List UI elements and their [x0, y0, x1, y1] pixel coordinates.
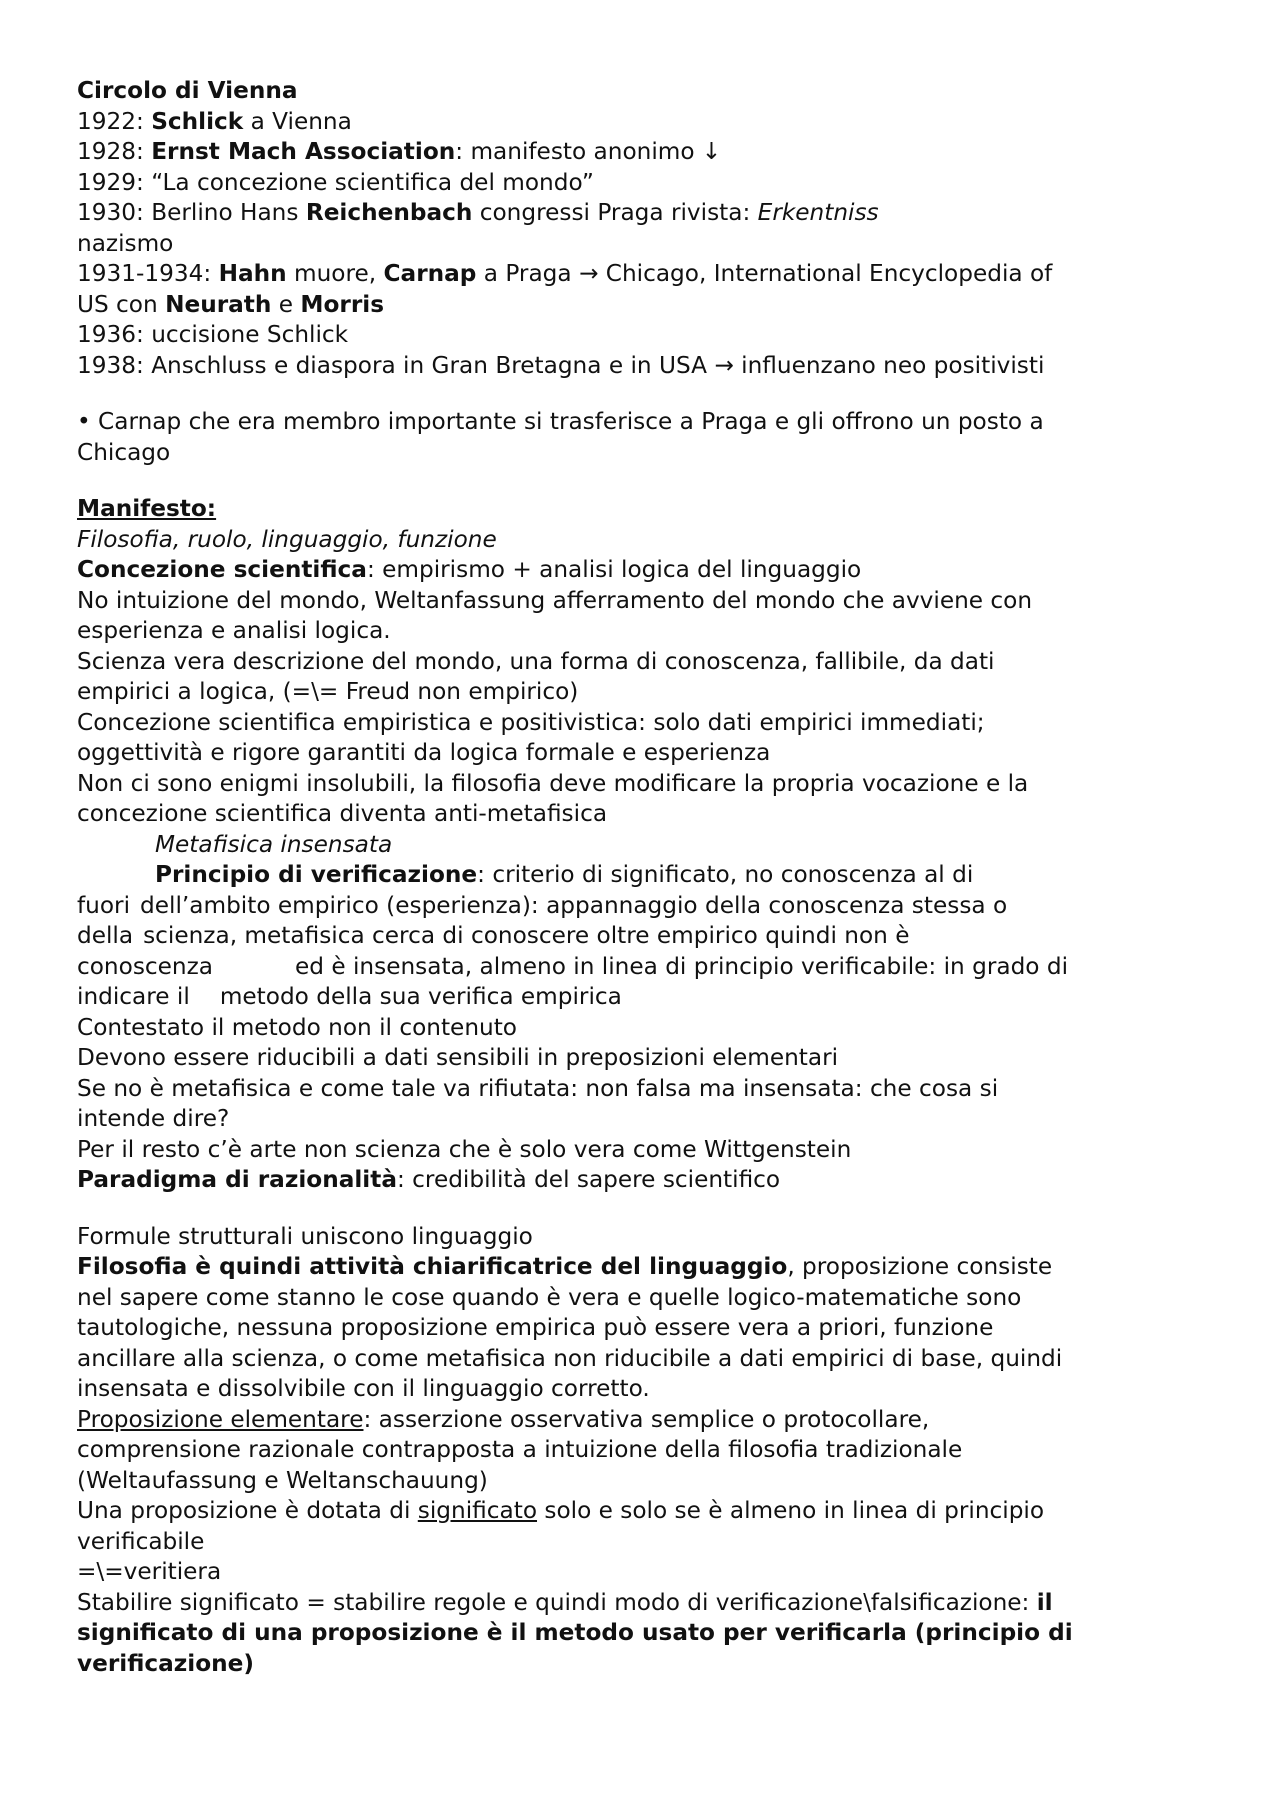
timeline-1928: 1928: Ernst Mach Association: manifesto anonimo ↓ [77, 138, 722, 165]
bold-conclusion-end: verificazione) [77, 1649, 255, 1677]
text-line: (Weltaufassung e Weltanschauung) [77, 1466, 488, 1494]
metafisica-insensata: Metafisica insensata [155, 830, 393, 858]
text-line: Non ci sono enigmi insolubili, la filosofia deve modificare la propria vocazione e la [77, 769, 1029, 797]
proposizione-elementare: Proposizione elementare: asserzione osservativa semplice o protocollare, [77, 1405, 930, 1433]
manifesto-heading: Manifesto: [77, 495, 217, 522]
principio-verificazione: Principio di verificazione: criterio di significato, no conoscenza al di [155, 861, 974, 888]
text-line: Se no è metafisica e come tale va rifiutata: non falsa ma insensata: che cosa si [77, 1074, 999, 1102]
document-page [77, 76, 1217, 1679]
bullet-carnap: • Carnap che era membro importante si trasferisce a Praga e gli offrono un posto a [77, 408, 1044, 435]
timeline-1929: 1929: “La concezione scientifica del mondo” [77, 168, 594, 196]
text-line: verificabile [77, 1527, 205, 1555]
text-line: indicare il metodo della sua verifica empirica [77, 983, 622, 1010]
text-line: Concezione scientifica empiristica e positivistica: solo dati empirici immediati; [77, 708, 985, 736]
text-line: =\=veritiera [77, 1558, 222, 1585]
bold-conclusion: significato di una proposizione è il metodo usato per verificarla (principio di [77, 1619, 1073, 1646]
text-line: intende dire? [77, 1105, 230, 1132]
text-line: conoscenza ed è insensata, almeno in linea di principio verificabile: in grado di [77, 952, 1069, 980]
text-line: tautologiche, nessuna proposizione empirica può essere vera a priori, funzione [77, 1314, 994, 1341]
text-line: Contestato il metodo non il contenuto [77, 1013, 517, 1041]
text-line: Scienza vera descrizione del mondo, una forma di conoscenza, fallibile, da dati [77, 647, 995, 675]
manifesto-subtitle: Filosofia, ruolo, linguaggio, funzione [77, 525, 497, 553]
text-line: ancillare alla scienza, o come metafisica non riducibile a dati empirici di base, quindi [77, 1344, 1063, 1372]
concezione-scientifica: Concezione scientifica: empirismo + analisi logica del linguaggio [77, 556, 862, 583]
text-line: comprensione razionale contrapposta a intuizione della filosofia tradizionale [77, 1436, 963, 1463]
bullet-carnap-cont: Chicago [77, 438, 171, 466]
text-line: No intuizione del mondo, Weltanfassung afferramento del mondo che avviene con [77, 586, 1033, 614]
timeline-1938: 1938: Anschluss e diaspora in Gran Bretagna e in USA → influenzano neo positivisti [77, 351, 1045, 379]
text-line: Per il resto c’è arte non scienza che è solo vera come Wittgenstein [77, 1135, 852, 1163]
significato-line: Una proposizione è dotata di significato solo e solo se è almeno in linea di principio [77, 1497, 1045, 1524]
text-line: fuori dell’ambito empirico (esperienza): appannaggio della conoscenza stessa o [77, 891, 1008, 919]
stabilire-significato: Stabilire significato = stabilire regole e quindi modo di verificazione\falsificazione: il [77, 1588, 1053, 1616]
text-line: Formule strutturali uniscono linguaggio [77, 1222, 533, 1250]
timeline-1931: 1931-1934: Hahn muore, Carnap a Praga → Chicago, International Encyclopedia of [77, 260, 1053, 287]
text-line: della scienza, metafisica cerca di conoscere oltre empirico quindi non è [77, 922, 910, 949]
text-line: insensata e dissolvibile con il linguaggio corretto. [77, 1375, 650, 1402]
text-line: Devono essere riducibili a dati sensibili in preposizioni elementari [77, 1044, 839, 1071]
filosofia-attivita: Filosofia è quindi attività chiarificatrice del linguaggio, proposizione consiste [77, 1253, 1053, 1280]
section-title: Circolo di Vienna [77, 77, 298, 104]
timeline-1931-cont: US con Neurath e Morris [77, 290, 385, 318]
text-line: empirici a logica, (=\= Freud non empirico) [77, 678, 579, 705]
timeline-1936: 1936: uccisione Schlick [77, 321, 349, 348]
paradigma-razionalita: Paradigma di razionalità: credibilità del sapere scientifico [77, 1166, 781, 1193]
text-line: nel sapere come stanno le cose quando è vera e quelle logico-matematiche sono [77, 1283, 1022, 1311]
timeline-1922: 1922: Schlick a Vienna [77, 107, 352, 135]
timeline-1930: 1930: Berlino Hans Reichenbach congressi Praga rivista: Erkentniss [77, 199, 879, 226]
timeline-nazismo: nazismo [77, 229, 174, 257]
text-line: concezione scientifica diventa anti-metafisica [77, 800, 608, 827]
text-line: esperienza e analisi logica. [77, 617, 391, 644]
text-line: oggettività e rigore garantiti da logica formale e esperienza [77, 739, 771, 766]
